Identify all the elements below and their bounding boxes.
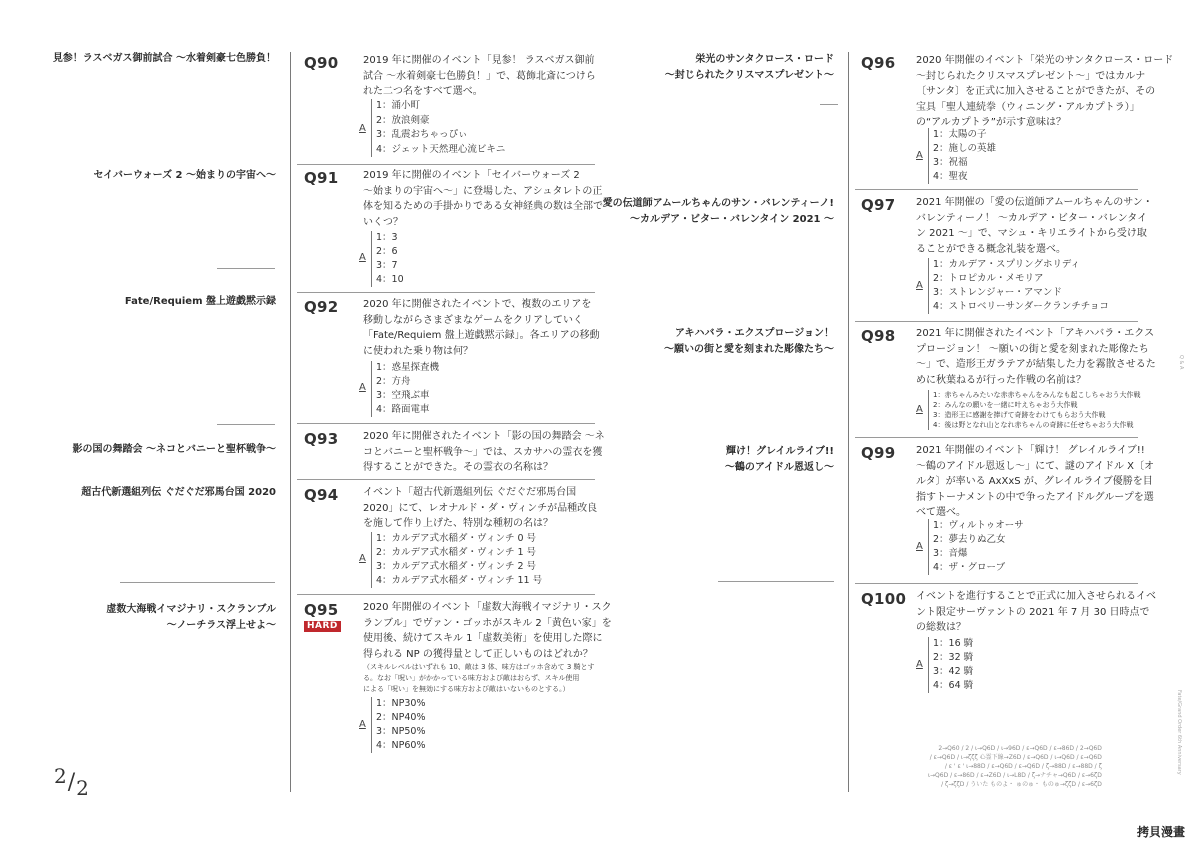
- option[interactable]: 1：太陽の子: [933, 129, 987, 140]
- option[interactable]: 4：路面電車: [376, 404, 430, 415]
- side-caption: Q & A: [1178, 355, 1184, 370]
- options-bar: [928, 637, 929, 693]
- options-bar: [371, 532, 372, 588]
- question-number: Q100: [861, 590, 907, 608]
- answer-options: [916, 637, 1116, 697]
- options-bar: [371, 697, 372, 753]
- event-separator: [120, 582, 275, 583]
- answer-options: [916, 128, 1116, 188]
- page-number: 2/2: [54, 764, 89, 800]
- answer-options: [359, 99, 559, 159]
- option[interactable]: 2：方舟: [376, 376, 411, 387]
- question-text: 2019 年に開催のイベント「見参！ ラスベガス御前 試合 ～水着剣豪七色勝負！」で、葛飾北斎につけら れた二つ名をすべて選べ。: [363, 55, 596, 97]
- event-label: Fate/Requiem 盤上遊戯黙示録: [124, 296, 276, 307]
- event-label: 輝け！グレイルライブ!! ～鶴のアイドル恩返し～: [724, 446, 834, 473]
- option[interactable]: 4：64 騎: [933, 680, 974, 691]
- question-number: Q97: [861, 196, 896, 214]
- question-q98: [861, 327, 1156, 437]
- column-divider-left: [290, 52, 291, 792]
- question-q95: [304, 601, 612, 761]
- question-text: 2021 年開催のイベント「輝け！ グレイルライブ!! ～鶴のアイドル恩返し～」にて、謎のアイドル X〔オ ルタ〕が率いる AxXxS が、グレイルライブ優勝を目 指すトーナメントの中で争ったアイドルグループを選 べて選べ。: [916, 445, 1155, 518]
- option[interactable]: 2：夢去りぬ乙女: [933, 534, 1006, 545]
- answers-key: 2→Q60 / 2 / ι→Q6D / ι→96D / ε→Q6D / ε→86D / 2→Q6D / ε→Q6D / ι→ζζζ 心霊下線→Z6D / ε→Q6D / ι→Q6D / ε→Q6D / ε ' ε ' ι→88D / ε→Q6D / ε→Q6D / ζ→88D / ε→88D / ζ ι→Q6D / ε→86D / ε→Z6D / ι→L8D / ζ→ナチャ→Q6D / ε→6ζD / ζ→ζζD / ういた ものよ・ ゅのゅ・ ものゅ→ζζD / ε→6ζD: [928, 745, 1102, 788]
- event-separator: [820, 104, 838, 105]
- option[interactable]: 2：32 騎: [933, 652, 974, 663]
- question-q97: [861, 196, 1151, 316]
- option[interactable]: 2：みんなの願いを一緒に叶えちゃおう大作戦: [933, 401, 1078, 409]
- hard-badge: HARD: [304, 621, 341, 632]
- option[interactable]: 4：後は野となれ山となれ赤ちゃんの奇跡に任せちゃおう大作戦: [933, 421, 1134, 429]
- event-label: 超古代新選組列伝 ぐだぐだ邪馬台国 2020: [81, 487, 276, 498]
- event-separator: [718, 581, 834, 582]
- question-separator: [855, 437, 1138, 438]
- option[interactable]: 1：16 騎: [933, 638, 974, 649]
- option[interactable]: 3：NP50%: [376, 726, 426, 737]
- options-bar: [928, 519, 929, 575]
- question-separator: [855, 189, 1138, 190]
- option[interactable]: 3：音爆: [933, 548, 968, 559]
- options-bar: [928, 390, 929, 430]
- option[interactable]: 4：10: [376, 274, 404, 285]
- site-watermark: 拷貝漫畫: [1137, 825, 1186, 839]
- question-text: 2021 年開催の「愛の伝道師アムールちゃんのサン・ バレンティーノ！ ～カルデア・ビター・バレンタイ ン 2021 ～」で、マシュ・キリエライトから受け取 ることができる概念礼装を選べ。: [916, 197, 1153, 255]
- option[interactable]: 3：42 騎: [933, 666, 974, 677]
- event-separator: [217, 424, 275, 425]
- option[interactable]: 4：ジェット天然理心流ビキニ: [376, 143, 506, 155]
- answer-label: A: [916, 280, 923, 291]
- question-number: Q93: [304, 430, 339, 448]
- answer-options: [916, 258, 1136, 318]
- answer-options: [359, 697, 559, 757]
- question-separator: [855, 583, 1138, 584]
- option[interactable]: 1：涌小町: [376, 100, 421, 111]
- option[interactable]: 1：3: [376, 232, 398, 243]
- option[interactable]: 3：空飛ぶ車: [376, 390, 430, 401]
- question-number: Q99: [861, 444, 896, 462]
- option[interactable]: 3：カルデア式水稲ダ・ヴィンチ 2 号: [376, 561, 537, 572]
- question-q96: [861, 54, 1174, 184]
- option[interactable]: 3：ストレンジャー・アマンド: [933, 287, 1062, 298]
- question-q93: [304, 430, 605, 476]
- event-separator: [217, 268, 275, 269]
- question-number: Q91: [304, 169, 339, 187]
- question-q90: [304, 54, 599, 164]
- option[interactable]: 4：聖夜: [933, 171, 968, 182]
- options-bar: [371, 361, 372, 417]
- event-label: 愛の伝道師アムールちゃんのサン・バレンティーノ! ～カルデア・ビター・バレンタイン 2021 ～: [602, 198, 834, 225]
- answer-label: A: [916, 150, 923, 161]
- question-number: Q95: [304, 601, 339, 619]
- question-number: Q98: [861, 327, 896, 345]
- question-q100: [861, 590, 1156, 700]
- answer-options: [359, 532, 579, 592]
- question-text: 2021 年に開催されたイベント「アキハバラ・エクス プロージョン！ ～願いの街と愛を刻まれた彫像たち ～」で、造形王ガラテアが結集した力を霧散させるた めに秋葉ねるが行った作戦の名前は？: [916, 328, 1156, 386]
- question-separator: [297, 164, 595, 165]
- option[interactable]: 2：トロピカル・メモリア: [933, 273, 1044, 284]
- question-separator: [297, 594, 595, 595]
- option[interactable]: 1：カルデア式水稲ダ・ヴィンチ 0 号: [376, 533, 537, 544]
- option[interactable]: 4：ザ・グローブ: [933, 562, 1006, 573]
- option[interactable]: 2：カルデア式水稲ダ・ヴィンチ 1 号: [376, 547, 537, 558]
- option[interactable]: 2：6: [376, 246, 398, 257]
- option[interactable]: 2：放浪剣豪: [376, 114, 430, 126]
- question-separator: [297, 292, 595, 293]
- event-label: 虚数大海戦イマジナリ・スクランブル ～ノーチラス浮上せよ～: [106, 604, 276, 631]
- option[interactable]: 1：ヴィルトゥオーサ: [933, 520, 1024, 531]
- question-q99: [861, 444, 1155, 579]
- event-label: アキハバラ・エクスプロージョン！ ～願いの街と愛を刻まれた彫像たち～: [664, 328, 834, 355]
- answer-label: A: [359, 252, 366, 263]
- event-label: 見参！ラスベガス御前試合 ～水着剣豪七色勝負！: [52, 53, 276, 64]
- question-text: 2020 年に開催されたイベント「影の国の舞踏会 ～ネ コとバニーと聖杯戦争～」では、スカサハの霊衣を獲 得することができた。その霊衣の名称は？: [363, 431, 605, 473]
- option[interactable]: 3：乱震おちゃっぴぃ: [376, 129, 468, 140]
- option[interactable]: 1：赤ちゃんみたいな赤赤ちゃんをみんなも起こしちゃおう大作戦: [933, 391, 1141, 399]
- answer-options: [916, 519, 1116, 579]
- question-separator: [297, 479, 595, 480]
- question-text: 2019 年に開催のイベント「セイバーウォーズ 2 ～始まりの宇宙へ～」に登場した、アシュタレトの正 体を知るための手掛かりである女神経典の数は全部で いくつ？: [363, 170, 603, 228]
- column-divider-right: [848, 52, 849, 792]
- option[interactable]: 4：NP60%: [376, 740, 426, 751]
- answer-label: A: [916, 404, 923, 415]
- question-text: イベント「超古代新選組列伝 ぐだぐだ邪馬台国 2020」にて、レオナルド・ダ・ヴィンチが品種改良 を施して作り上げた、特別な種籾の名は？: [363, 487, 598, 529]
- option[interactable]: 3：造形王に感謝を捧げて奇跡をわけてもらおう大作戦: [933, 411, 1106, 419]
- option[interactable]: 4：カルデア式水稲ダ・ヴィンチ 11 号: [376, 575, 543, 586]
- answer-label: A: [916, 541, 923, 552]
- option[interactable]: 3：7: [376, 260, 398, 271]
- question-number: Q94: [304, 486, 339, 504]
- option[interactable]: 3：祝福: [933, 157, 968, 168]
- question-q94: [304, 486, 599, 590]
- option[interactable]: 1：カルデア・スプリングホリディ: [933, 259, 1081, 270]
- options-bar: [928, 258, 929, 314]
- answer-label: A: [916, 659, 923, 670]
- option[interactable]: 2：NP40%: [376, 712, 426, 723]
- event-label: セイバーウォーズ 2 ～始まりの宇宙へ～: [93, 170, 276, 181]
- question-separator: [855, 321, 1138, 322]
- side-caption: Fate/Grand Order 6th Anniversary: [1176, 690, 1182, 775]
- question-q91: [304, 169, 603, 289]
- option[interactable]: 2：施しの英雄: [933, 143, 997, 154]
- question-text: 2020 年に開催されたイベントで、複数のエリアを 移動しながらさまざまなゲームをクリアしていく 「Fate/Requiem 盤上遊戯黙示録」。各エリアの移動 に使われた乗り物は何？: [363, 299, 600, 357]
- question-text: イベントを進行することで正式に加入させられるイベ ント限定サーヴァントの 2021 年 7 月 30 日時点で の総数は？: [916, 591, 1156, 633]
- question-text: 2020 年開催のイベント「虚数大海戦イマジナリ・スク ランブル」でヴァン・ゴッホがスキル 2「黄色い家」を 使用後、続けてスキル 1「虚数美術」を使用した際に 得られる NP の獲得量として正しいものはどれか？: [363, 602, 612, 660]
- option[interactable]: 4：ストロベリーサンダークランチチョコ: [933, 301, 1109, 312]
- event-label: 影の国の舞踏会 ～ネコとバニーと聖杯戦争～: [72, 444, 276, 455]
- question-note: （スキルレベルはいずれも 10、敵は 3 体、味方はゴッホ含めて 3 騎とす る。なお「呪い」がかかっている味方および敵はおらず、スキル使用 による「呪い」を無効にする味方および敵はいないものとする。）: [363, 663, 595, 693]
- question-text: 2020 年開催のイベント「栄光のサンタクロース・ロード ～封じられたクリスマスプレゼント～」ではカルナ 〔サンタ〕を正式に加入させることができたが、その 宝具「聖人連続拳（ウィニング・アルカプトラ）」 の“アルカプトラ”が示す意味は？: [916, 55, 1174, 128]
- answer-options: [916, 390, 1141, 434]
- question-separator: [297, 423, 595, 424]
- question-number: Q92: [304, 298, 339, 316]
- options-bar: [371, 99, 372, 157]
- options-bar: [371, 231, 372, 287]
- question-number: Q90: [304, 54, 339, 72]
- answer-options: [359, 361, 559, 421]
- question-number: Q96: [861, 54, 896, 72]
- answer-label: A: [359, 382, 366, 393]
- answer-options: [359, 231, 559, 291]
- event-label: 栄光のサンタクロース・ロード ～封じられたクリスマスプレゼント～: [664, 54, 834, 81]
- option[interactable]: 1：惑星探査機: [376, 362, 440, 373]
- answer-label: A: [359, 719, 366, 730]
- answer-label: A: [359, 123, 366, 134]
- answer-label: A: [359, 553, 366, 564]
- option[interactable]: 1：NP30%: [376, 698, 426, 709]
- options-bar: [928, 128, 929, 184]
- question-q92: [304, 298, 599, 418]
